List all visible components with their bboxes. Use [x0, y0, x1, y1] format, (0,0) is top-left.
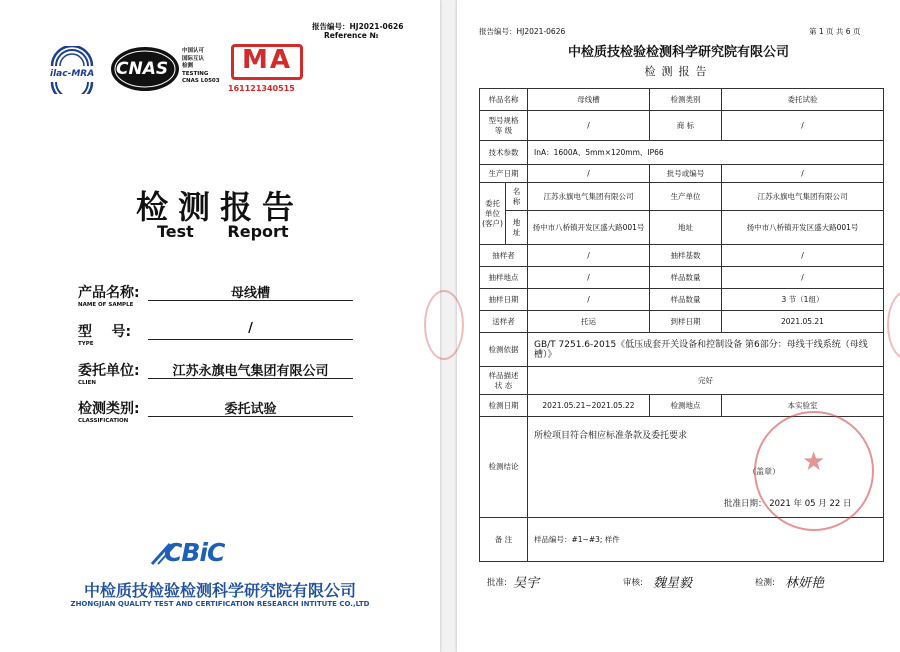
table-row — [480, 267, 884, 289]
ilac-mra-logo — [46, 46, 98, 94]
value-model-grade: / — [528, 111, 650, 141]
value-sample-name: 母线槽 — [528, 89, 650, 111]
cnas-side-line: 检测 — [182, 63, 194, 69]
label-desc-state: 样品描述 状 态 — [480, 367, 528, 395]
cover-page — [0, 0, 440, 652]
cnas-side-line: 中国认可 — [182, 48, 205, 54]
label-model-grade: 型号规格 等 级 — [480, 111, 528, 141]
cma-label: MA — [242, 45, 292, 75]
cover-organization-en: ZHONGJIAN QUALITY TEST AND CERTIFICATION RESEARCH INTITUTE CO.,LTD — [70, 600, 370, 608]
value-manufacturer: 江苏永旗电气集团有限公司 — [722, 183, 884, 211]
value-conclusion: 所检项目符合相应标准条款及委托要求 — [534, 431, 688, 441]
value-test-type: 委托试验 — [722, 89, 884, 111]
field-underline — [148, 339, 353, 340]
edge-seal-mark — [887, 290, 900, 360]
value-trademark: / — [722, 111, 884, 141]
table-row — [480, 417, 884, 518]
cover-title-en-1: Test — [157, 222, 194, 241]
test-label: 检测: — [755, 578, 775, 588]
field-label: 产品名称: — [78, 285, 140, 301]
value-sample-place: / — [528, 267, 650, 289]
test-signature: 林妍艳 — [785, 576, 825, 591]
approve-signature: 吴宇 — [513, 576, 540, 591]
field-value: 江苏永旗电气集团有限公司 — [172, 364, 329, 379]
table-row — [480, 245, 884, 267]
label-conclusion: 检测结论 — [480, 417, 528, 518]
field-label-en: TYPE — [78, 341, 94, 347]
field-label: 委托单位: — [78, 363, 140, 379]
cover-organization: 中检质技检验检测科学研究院有限公司 — [83, 581, 356, 600]
value-manufacturer-address: 扬中市八桥镇开发区盛大路001号 — [722, 211, 884, 245]
label-trademark: 商 标 — [650, 111, 722, 141]
table-row — [480, 89, 884, 111]
value-basis: GB/T 7251.6-2015《低压成套开关设备和控制设备 第6部分：母线干线系统（母线槽）》 — [528, 333, 884, 367]
conclusion-area — [528, 417, 883, 517]
label-test-type: 检测类别 — [650, 89, 722, 111]
label-production-date: 生产日期 — [480, 165, 528, 183]
field-label: 型 号: — [78, 324, 132, 340]
field-classification — [78, 398, 378, 438]
label-manufacturer: 生产单位 — [650, 183, 722, 211]
cma-logo — [228, 44, 303, 96]
table-row — [480, 111, 884, 141]
cnas-logo — [110, 46, 180, 92]
field-type — [78, 321, 378, 361]
label-sample-base: 抽样基数 — [650, 245, 722, 267]
review-label: 审核: — [623, 578, 643, 588]
value-sampler: / — [528, 245, 650, 267]
label-sample-name: 样品名称 — [480, 89, 528, 111]
value-client-address: 扬中市八桥镇开发区盛大路001号 — [528, 211, 650, 245]
field-client — [78, 360, 378, 400]
field-label-en: NAME OF SAMPLE — [78, 302, 134, 308]
report-number: 报告编号：HJ2021-0626 — [479, 27, 566, 36]
label-remarks: 备 注 — [480, 518, 528, 562]
report-organization: 中检质技检验检测科学研究院有限公司 — [567, 45, 789, 60]
field-label: 检测类别: — [78, 401, 140, 417]
field-underline — [148, 378, 353, 379]
value-production-date: / — [528, 165, 650, 183]
value-sample-base: / — [722, 245, 884, 267]
label-basis: 检测依据 — [480, 333, 528, 367]
label-sample-count: 样品数量 — [650, 289, 722, 311]
report-page — [457, 0, 900, 652]
cbic-logo — [150, 540, 290, 566]
approve-label: 批准: — [487, 578, 507, 588]
stamp-star-icon: ★ — [802, 447, 826, 477]
cover-title-en-2: Report — [227, 222, 289, 241]
label-address: 地 址 — [506, 211, 528, 245]
cover-report-number: 报告编号：HJ2021-0626 — [312, 22, 404, 31]
label-test-place: 检测地点 — [650, 395, 722, 417]
cover-reference: Reference № — [324, 31, 379, 40]
value-sender: 托运 — [528, 311, 650, 333]
label-name: 名 称 — [506, 183, 528, 211]
stamp-note: （盖章） — [748, 467, 780, 476]
label-sample-place: 抽样地点 — [480, 267, 528, 289]
cover-title: 检测报告 — [135, 188, 304, 226]
conclusion-cell — [528, 417, 884, 518]
label-sender: 送样者 — [480, 311, 528, 333]
table-row — [480, 333, 884, 367]
cnas-side-line: 国际互认 — [182, 55, 205, 62]
table-row — [480, 289, 884, 311]
value-client-name: 江苏永旗电气集团有限公司 — [528, 183, 650, 211]
value-sample-count: 3 节（1组） — [722, 289, 884, 311]
table-row — [480, 367, 884, 395]
label-sample-qty: 样品数量 — [650, 267, 722, 289]
value-desc-state: 完好 — [528, 367, 884, 395]
field-label-en: CLIEN — [78, 380, 96, 386]
field-value: 委托试验 — [224, 402, 277, 417]
value-batch-no: / — [722, 165, 884, 183]
table-row — [480, 141, 884, 165]
accreditation-logos — [46, 42, 336, 100]
field-underline — [148, 416, 353, 417]
report-table — [479, 88, 884, 562]
field-product-name — [78, 282, 378, 322]
label-tech-params: 技术参数 — [480, 141, 528, 165]
cnas-side-line: CNAS L0503 — [182, 78, 220, 84]
review-signature: 魏星毅 — [653, 576, 693, 591]
cnas-side-line: TESTING — [182, 70, 209, 77]
field-underline — [148, 300, 353, 301]
cma-number: 161121340515 — [228, 84, 295, 93]
label-test-date: 检测日期 — [480, 395, 528, 417]
approve-date: 批准日期： 2021 年 05 月 22 日 — [724, 499, 852, 509]
cbic-label: CBiC — [164, 538, 225, 567]
label-batch-no: 批号或编号 — [650, 165, 722, 183]
edge-seal-mark — [424, 290, 464, 360]
field-value: 母线槽 — [230, 286, 270, 301]
label-sampler: 抽样者 — [480, 245, 528, 267]
cover-title-en — [157, 222, 289, 241]
value-sample-place-qty: / — [722, 267, 884, 289]
value-arrival-date: 2021.05.21 — [722, 311, 884, 333]
label-address2: 地址 — [650, 211, 722, 245]
cnas-side-text — [182, 48, 220, 86]
value-test-date: 2021.05.21~2021.05.22 — [528, 395, 650, 417]
label-arrival-date: 到样日期 — [650, 311, 722, 333]
field-value: / — [248, 321, 253, 336]
value-sample-date: / — [528, 289, 650, 311]
table-row — [480, 311, 884, 333]
table-row — [480, 165, 884, 183]
table-row — [480, 183, 884, 211]
cnas-label: CNAS — [116, 59, 169, 79]
value-remarks: 样品编号：#1~#3; 样件 — [528, 518, 884, 562]
ilac-label: ilac-MRA — [50, 69, 95, 79]
label-client-unit: 委托 单位 (客户) — [480, 183, 506, 245]
field-label-en: CLASSIFICATION — [78, 418, 129, 424]
value-test-place: 本实验室 — [722, 395, 884, 417]
value-tech-params: InA：1600A、5mm×120mm、IP66 — [528, 141, 884, 165]
report-title: 检测报告 — [644, 65, 713, 78]
table-row — [480, 211, 884, 245]
label-sample-date: 抽样日期 — [480, 289, 528, 311]
page-info: 第 1 页 共 6 页 — [809, 27, 861, 36]
